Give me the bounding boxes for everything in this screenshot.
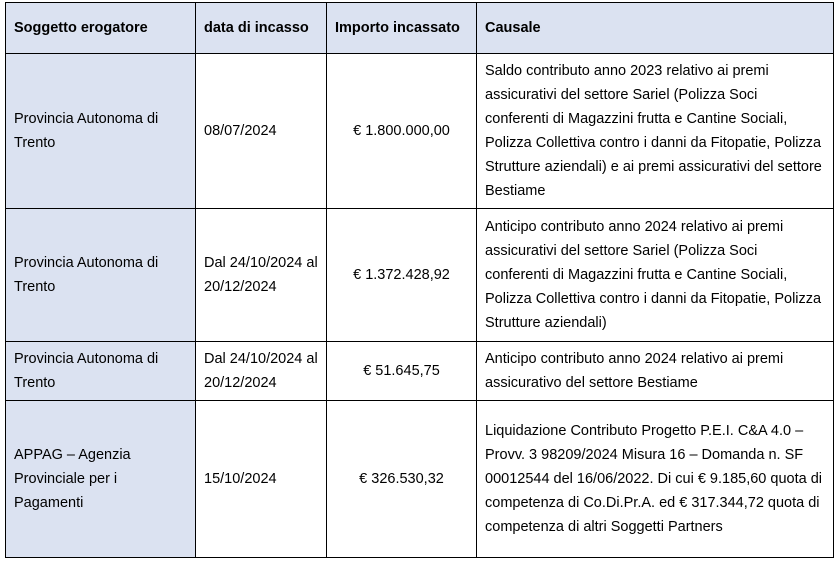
- cell-soggetto: APPAG – Agenzia Provinciale per i Pagamenti: [6, 401, 196, 558]
- header-soggetto-erogatore: Soggetto erogatore: [6, 3, 196, 54]
- table-row: [6, 401, 834, 558]
- header-data-di-incasso: data di incasso: [196, 3, 327, 54]
- cell-importo: € 326.530,32: [327, 401, 477, 558]
- cell-data: 15/10/2024: [196, 401, 327, 558]
- cell-causale: Saldo contributo anno 2023 relativo ai premi assicurativi del settore Sariel (Polizza Soci conferenti di Magazzini frutta e Cantine Sociali, Polizza Collettiva contro i danni da Fitopatie, Polizza Strutture aziendali) e ai premi assicurativi del settore Bestiame: [477, 54, 834, 209]
- cell-causale: Anticipo contributo anno 2024 relativo ai premi assicurativo del settore Bestiame: [477, 342, 834, 401]
- cell-data: 08/07/2024: [196, 54, 327, 209]
- cell-data: Dal 24/10/2024 al 20/12/2024: [196, 342, 327, 401]
- table-row: [6, 209, 834, 342]
- table-header-row: [6, 3, 834, 54]
- document-page: [5, 2, 834, 558]
- cell-causale: Anticipo contributo anno 2024 relativo ai premi assicurativi del settore Sariel (Polizza Soci conferenti di Magazzini frutta e Cantine Sociali, Polizza Collettiva contro i danni da Fitopatie, Polizza Strutture aziendali): [477, 209, 834, 342]
- cell-importo: € 51.645,75: [327, 342, 477, 401]
- cell-soggetto: Provincia Autonoma di Trento: [6, 209, 196, 342]
- table-row: [6, 54, 834, 209]
- cell-data: Dal 24/10/2024 al 20/12/2024: [196, 209, 327, 342]
- cell-causale: Liquidazione Contributo Progetto P.E.I. C&A 4.0 – Provv. 3 98209/2024 Misura 16 – Domanda n. SF 00012544 del 16/06/2022. Di cui € 9.185,60 quota di competenza di Co.Di.Pr.A. ed € 317.344,72 quota di competenza di altri Soggetti Partners: [477, 401, 834, 558]
- table-row: [6, 342, 834, 401]
- incassi-table: [5, 2, 834, 558]
- cell-importo: € 1.800.000,00: [327, 54, 477, 209]
- cell-soggetto: Provincia Autonoma di Trento: [6, 54, 196, 209]
- cell-soggetto: Provincia Autonoma di Trento: [6, 342, 196, 401]
- header-importo-incassato: Importo incassato: [327, 3, 477, 54]
- cell-importo: € 1.372.428,92: [327, 209, 477, 342]
- header-causale: Causale: [477, 3, 834, 54]
